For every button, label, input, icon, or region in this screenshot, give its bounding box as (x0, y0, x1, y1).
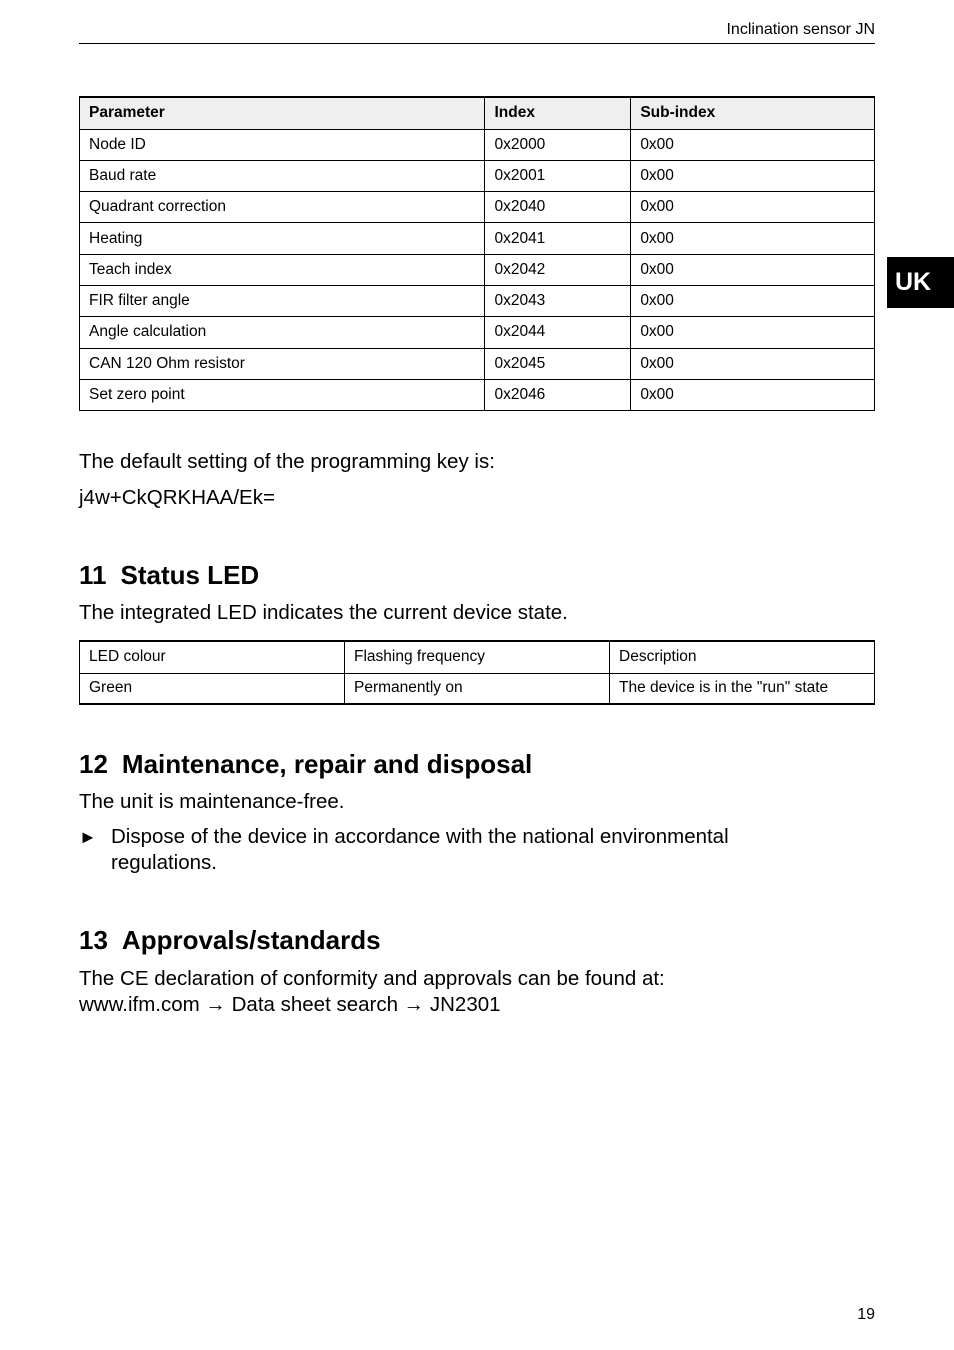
section-title: Status LED (120, 560, 260, 590)
table-row (80, 254, 875, 285)
table-cell: 0x00 (631, 192, 875, 223)
section-title: Approvals/standards (121, 925, 381, 955)
disposal-instruction (79, 824, 791, 876)
section-11-text: The integrated LED indicates the current device state. (79, 601, 568, 624)
section-number: 11 (79, 560, 107, 590)
table-cell: Baud rate (80, 160, 485, 191)
section-12-text: The unit is maintenance-free. (79, 790, 345, 813)
table-cell: 0x2000 (485, 129, 631, 160)
led-status-table (79, 640, 875, 705)
table-cell: Node ID (80, 129, 485, 160)
section-12-heading (79, 749, 532, 780)
bullet-arrow-icon: ► (79, 827, 97, 847)
table-row (80, 129, 875, 160)
column-header-sub-index: Sub-index (631, 97, 875, 129)
table-cell: 0x2044 (485, 317, 631, 348)
table-cell: 0x2046 (485, 379, 631, 410)
table-cell: 0x00 (631, 129, 875, 160)
table-cell: 0x2043 (485, 285, 631, 316)
table-cell: 0x00 (631, 254, 875, 285)
table-cell: 0x2001 (485, 160, 631, 191)
section-title: Maintenance, repair and disposal (121, 749, 533, 779)
programming-key-value: j4w+CkQRKHAA/Ek= (79, 486, 275, 509)
column-header-description: Description (610, 641, 875, 673)
language-tab: UK (887, 257, 954, 308)
table-row (80, 673, 875, 704)
column-header-led-colour: LED colour (80, 641, 345, 673)
table-cell: 0x2045 (485, 348, 631, 379)
table-cell: Set zero point (80, 379, 485, 410)
section-11-heading (79, 560, 259, 591)
table-cell: 0x00 (631, 223, 875, 254)
table-cell: 0x00 (631, 285, 875, 316)
table-cell: 0x00 (631, 379, 875, 410)
column-header-index: Index (485, 97, 631, 129)
approvals-link-path: www.ifm.com → Data sheet search → JN2301 (79, 993, 501, 1016)
table-cell: Quadrant correction (80, 192, 485, 223)
table-cell: FIR filter angle (80, 285, 485, 316)
section-number: 13 (79, 925, 108, 955)
table-cell: 0x00 (631, 160, 875, 191)
header-title: Inclination sensor JN (726, 21, 875, 38)
column-header-flashing-frequency: Flashing frequency (345, 641, 610, 673)
table-row (80, 160, 875, 191)
table-cell: 0x2041 (485, 223, 631, 254)
column-header-parameter: Parameter (80, 97, 485, 129)
table-row (80, 285, 875, 316)
page-number: 19 (857, 1306, 875, 1323)
table-cell: CAN 120 Ohm resistor (80, 348, 485, 379)
section-number: 12 (79, 749, 108, 779)
table-cell: 0x2042 (485, 254, 631, 285)
table-row (80, 223, 875, 254)
table-row (80, 379, 875, 410)
table-cell: Heating (80, 223, 485, 254)
table-row (80, 317, 875, 348)
table-cell: Permanently on (345, 673, 610, 704)
parameter-table (79, 96, 875, 411)
table-cell: 0x2040 (485, 192, 631, 223)
table-cell: Angle calculation (80, 317, 485, 348)
table-cell: Green (80, 673, 345, 704)
table-cell: 0x00 (631, 317, 875, 348)
table-cell: The device is in the "run" state (610, 673, 875, 704)
approvals-text: The CE declaration of conformity and approvals can be found at: (79, 967, 665, 990)
table-header-row (80, 97, 875, 129)
table-cell: 0x00 (631, 348, 875, 379)
table-row (80, 192, 875, 223)
header-divider (79, 43, 875, 44)
programming-key-intro: The default setting of the programming key is: (79, 450, 495, 473)
bullet-text: Dispose of the device in accordance with the national environmental regulations. (111, 825, 729, 874)
section-13-heading (79, 925, 381, 956)
table-header-row (80, 641, 875, 673)
table-row (80, 348, 875, 379)
table-cell: Teach index (80, 254, 485, 285)
